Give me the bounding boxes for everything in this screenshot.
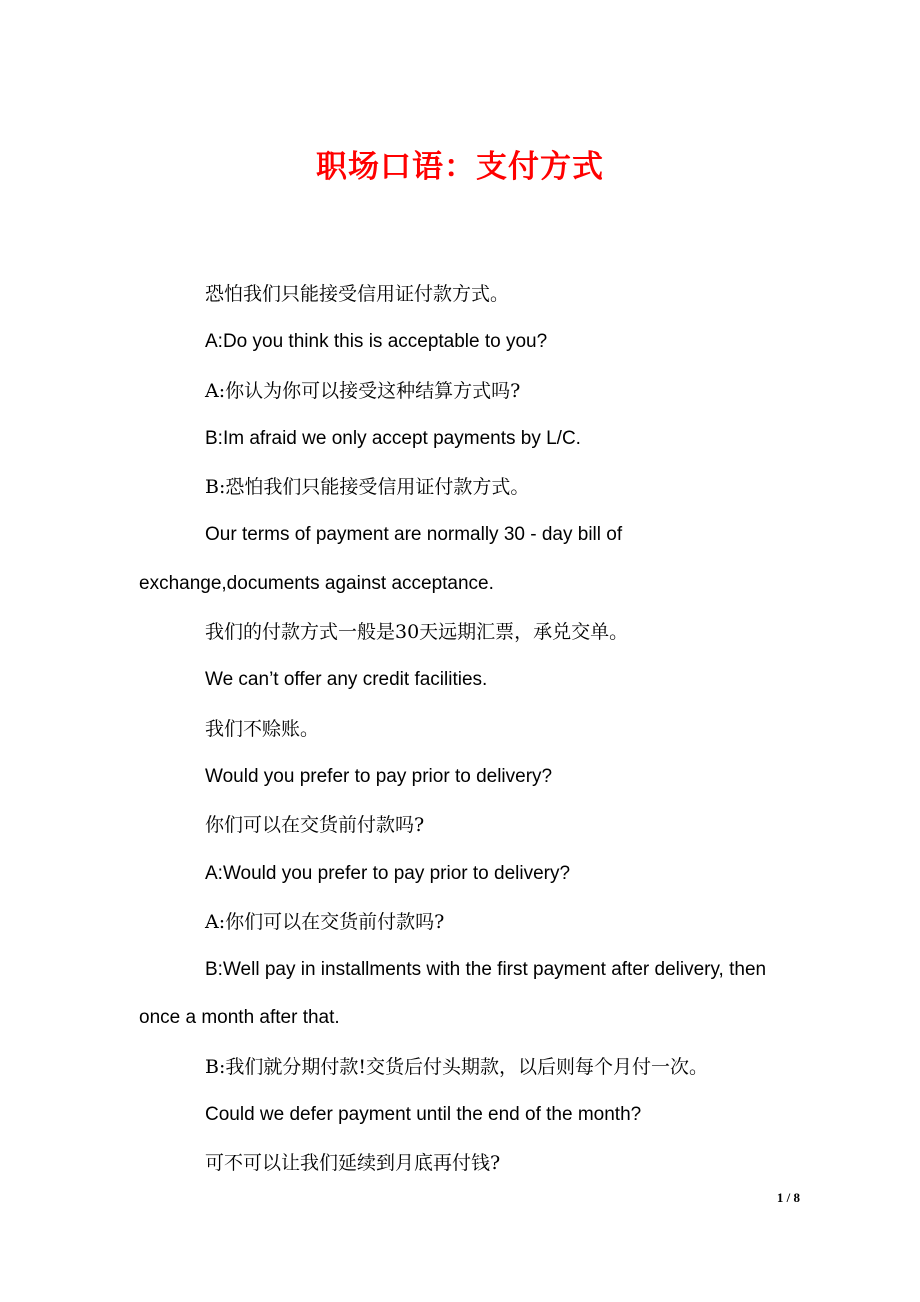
paragraph: 我们不赊账。 <box>205 717 320 740</box>
paragraph: A:Do you think this is acceptable to you? <box>205 331 548 353</box>
paragraph: B:恐怕我们只能接受信用证付款方式。 <box>205 476 530 499</box>
paragraph: A:你认为你可以接受这种结算方式吗? <box>205 379 521 402</box>
paragraph: 可不可以让我们延续到月底再付钱? <box>205 1152 501 1175</box>
paragraph: 你们可以在交货前付款吗? <box>205 814 425 837</box>
paragraph: Would you prefer to pay prior to delivery? <box>205 765 553 787</box>
paragraph: A:Would you prefer to pay prior to delivery? <box>205 862 571 884</box>
paragraph: B:我们就分期付款!交货后付头期款，以后则每个月付一次。 <box>205 1055 709 1078</box>
page-number: 1 / 8 <box>776 1190 800 1205</box>
paragraph: Our terms of payment are normally 30 - day bill of exchange,documents against acceptance. <box>139 524 623 594</box>
paragraph: B:Im afraid we only accept payments by L/C. <box>205 427 581 449</box>
paragraph: 恐怕我们只能接受信用证付款方式。 <box>205 283 510 305</box>
paragraph: B:Well pay in installments with the first payment after delivery, then once a month after that. <box>139 959 767 1029</box>
paragraph: 我们的付款方式一般是30天远期汇票，承兑交单。 <box>205 621 629 644</box>
document-title: 职场口语：支付方式 <box>316 149 604 185</box>
paragraph: Could we defer payment until the end of the month? <box>205 1104 642 1126</box>
paragraph: A:你们可以在交货前付款吗? <box>205 910 445 933</box>
paragraph: We can’t offer any credit facilities. <box>205 669 488 691</box>
document-body <box>139 270 789 1188</box>
